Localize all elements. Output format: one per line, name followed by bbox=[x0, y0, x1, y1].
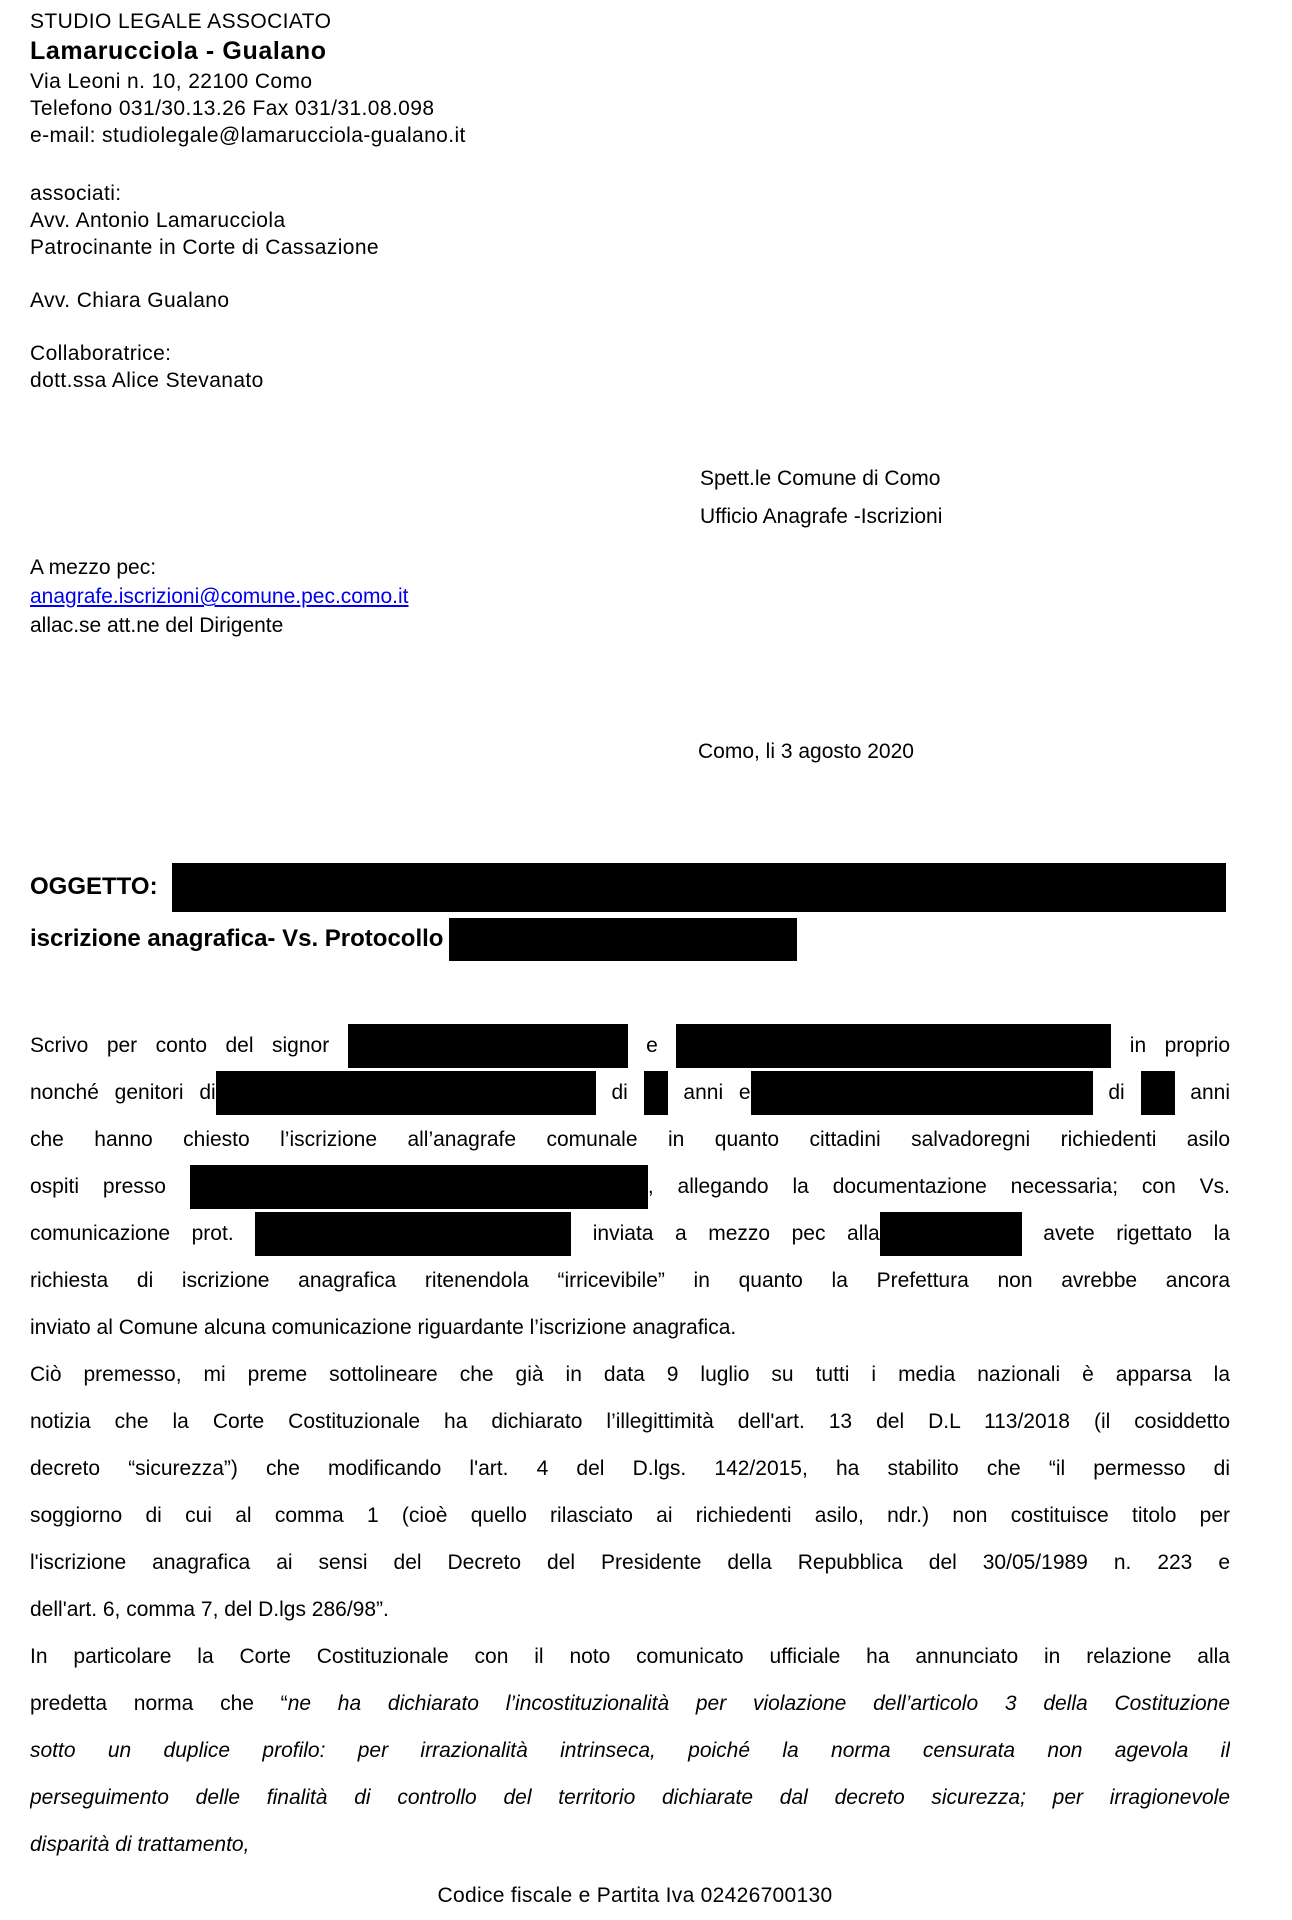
firm-phone-fax: Telefono 031/30.13.26 Fax 031/31.08.098 bbox=[30, 97, 435, 120]
pec-block bbox=[30, 553, 409, 640]
body-line bbox=[30, 1210, 1230, 1257]
body-line bbox=[30, 1163, 1230, 1210]
pec-label: A mezzo pec: bbox=[30, 556, 157, 579]
body-line bbox=[30, 1445, 1230, 1492]
body-line bbox=[30, 1821, 1230, 1868]
letterhead bbox=[30, 8, 466, 394]
body-line bbox=[30, 1774, 1230, 1821]
body-text-segment: In particolare la Corte Costituzionale con il noto comunicato ufficiale ha annunciato in relazione alla bbox=[30, 1645, 1230, 1668]
body-line bbox=[30, 1398, 1230, 1445]
body-line bbox=[30, 1116, 1230, 1163]
body-line bbox=[30, 1069, 1230, 1116]
body-text-segment: perseguimento delle finalità di controllo del territorio dichiarate dal decreto sicurezza; per irragionevole bbox=[30, 1786, 1230, 1809]
redaction-bar bbox=[751, 1071, 1093, 1115]
body-line bbox=[30, 1351, 1230, 1398]
body-text-segment: dell'art. 6, comma 7, del D.lgs 286/98”. bbox=[30, 1598, 389, 1621]
body-text-segment: notizia che la Corte Costituzionale ha dichiarato l’illegittimità dell'art. 13 del D.L 113/2018 (il cosiddetto bbox=[30, 1410, 1230, 1433]
body-line bbox=[30, 1022, 1230, 1069]
pec-email-link[interactable]: anagrafe.iscrizioni@comune.pec.como.it bbox=[30, 585, 409, 608]
body-text-segment: in proprio bbox=[1111, 1034, 1230, 1057]
body-text-segment: avete rigettato la bbox=[1021, 1222, 1230, 1245]
body-text-segment: disparità di trattamento, bbox=[30, 1833, 250, 1856]
redaction-bar bbox=[216, 1071, 596, 1115]
recipient-line: Ufficio Anagrafe -Iscrizioni bbox=[700, 505, 943, 528]
body-line bbox=[30, 1492, 1230, 1539]
associates-label: associati: bbox=[30, 182, 122, 205]
body-line bbox=[30, 1633, 1230, 1680]
associate-name: Avv. Antonio Lamarucciola bbox=[30, 209, 286, 232]
redaction-bar bbox=[190, 1165, 648, 1209]
collaborator-name: dott.ssa Alice Stevanato bbox=[30, 369, 264, 392]
associate-name: Avv. Chiara Gualano bbox=[30, 289, 230, 312]
body-text-segment: sotto un duplice profilo: per irrazionalità intrinseca, poiché la norma censurata non agevola il bbox=[30, 1739, 1230, 1762]
redaction-bar bbox=[676, 1024, 1111, 1068]
body-text-segment: comunicazione prot. bbox=[30, 1222, 256, 1245]
body-text-segment: Ciò premesso, mi preme sottolineare che già in data 9 luglio su tutti i media nazionali è apparsa la bbox=[30, 1363, 1230, 1386]
recipient-line: Spett.le Comune di Como bbox=[700, 467, 941, 490]
dateline: Como, li 3 agosto 2020 bbox=[698, 740, 914, 763]
body-text-segment: decreto “sicurezza”) che modificando l'art. 4 del D.lgs. 142/2015, ha stabilito che “il permesso di bbox=[30, 1457, 1230, 1480]
redaction-bar bbox=[449, 918, 797, 961]
body-line bbox=[30, 1257, 1230, 1304]
body-text-segment: anni bbox=[1174, 1081, 1230, 1104]
recipient-block bbox=[700, 460, 942, 536]
collaborator-label: Collaboratrice: bbox=[30, 342, 172, 365]
body-text-segment: soggiorno di cui al comma 1 (cioè quello rilasciato ai richiedenti asilo, ndr.) non costituisce titolo per bbox=[30, 1504, 1230, 1527]
body-text-segment: ospiti presso bbox=[30, 1175, 190, 1198]
body-text-segment: nonché genitori di bbox=[30, 1081, 216, 1104]
body-text-segment: , allegando la documentazione necessaria; con Vs. bbox=[647, 1175, 1230, 1198]
body-text-segment: l'iscrizione anagrafica ai sensi del Decreto del Presidente della Repubblica del 30/05/1989 n. 223 e bbox=[30, 1551, 1230, 1574]
body-line bbox=[30, 1304, 1230, 1351]
letter-body bbox=[30, 1022, 1230, 1868]
body-text-segment: e bbox=[627, 1034, 677, 1057]
body-text-segment: richiesta di iscrizione anagrafica ritenendola “irricevibile” in quanto la Prefettura non avrebbe ancora bbox=[30, 1269, 1230, 1292]
redaction-bar bbox=[172, 863, 1226, 912]
firm-type: STUDIO LEGALE ASSOCIATO bbox=[30, 10, 332, 33]
body-line bbox=[30, 1680, 1230, 1727]
body-text-segment: anni e bbox=[667, 1081, 751, 1104]
body-text-segment: di bbox=[1092, 1081, 1141, 1104]
firm-name: Lamarucciola - Gualano bbox=[30, 37, 327, 65]
redaction-bar bbox=[348, 1024, 628, 1068]
redaction-bar bbox=[880, 1212, 1022, 1256]
subject-line-2 bbox=[30, 916, 1226, 962]
subject-block bbox=[30, 860, 1226, 962]
body-text-segment: che hanno chiesto l’iscrizione all’anagrafe comunale in quanto cittadini salvadoregni richiedenti asilo bbox=[30, 1128, 1230, 1151]
pec-attention: allac.se att.ne del Dirigente bbox=[30, 614, 284, 637]
subject-text: iscrizione anagrafica- Vs. Protocollo bbox=[30, 925, 444, 952]
subject-label: OGGETTO: bbox=[30, 873, 158, 900]
redaction-bar bbox=[255, 1212, 571, 1256]
body-text-segment: inviato al Comune alcuna comunicazione riguardante l’iscrizione anagrafica. bbox=[30, 1316, 737, 1339]
body-text-segment: predetta norma che “ bbox=[30, 1692, 288, 1715]
body-line bbox=[30, 1727, 1230, 1774]
footer-fiscal-code: Codice fiscale e Partita Iva 02426700130 bbox=[437, 1884, 833, 1907]
body-line bbox=[30, 1586, 1230, 1633]
redaction-bar bbox=[644, 1071, 668, 1115]
body-text-segment: di bbox=[595, 1081, 644, 1104]
redaction-bar bbox=[1141, 1071, 1175, 1115]
body-text-segment: inviata a mezzo pec alla bbox=[571, 1222, 880, 1245]
body-line bbox=[30, 1539, 1230, 1586]
body-text-segment: ne ha dichiarato l’incostituzionalità per violazione dell’articolo 3 della Costituzione bbox=[287, 1692, 1230, 1715]
firm-email: e-mail: studiolegale@lamarucciola-gualano.it bbox=[30, 124, 466, 147]
associate-title: Patrocinante in Corte di Cassazione bbox=[30, 236, 380, 259]
body-text-segment: Scrivo per conto del signor bbox=[30, 1034, 348, 1057]
firm-address: Via Leoni n. 10, 22100 Como bbox=[30, 70, 313, 93]
subject-line-1 bbox=[30, 860, 1226, 914]
